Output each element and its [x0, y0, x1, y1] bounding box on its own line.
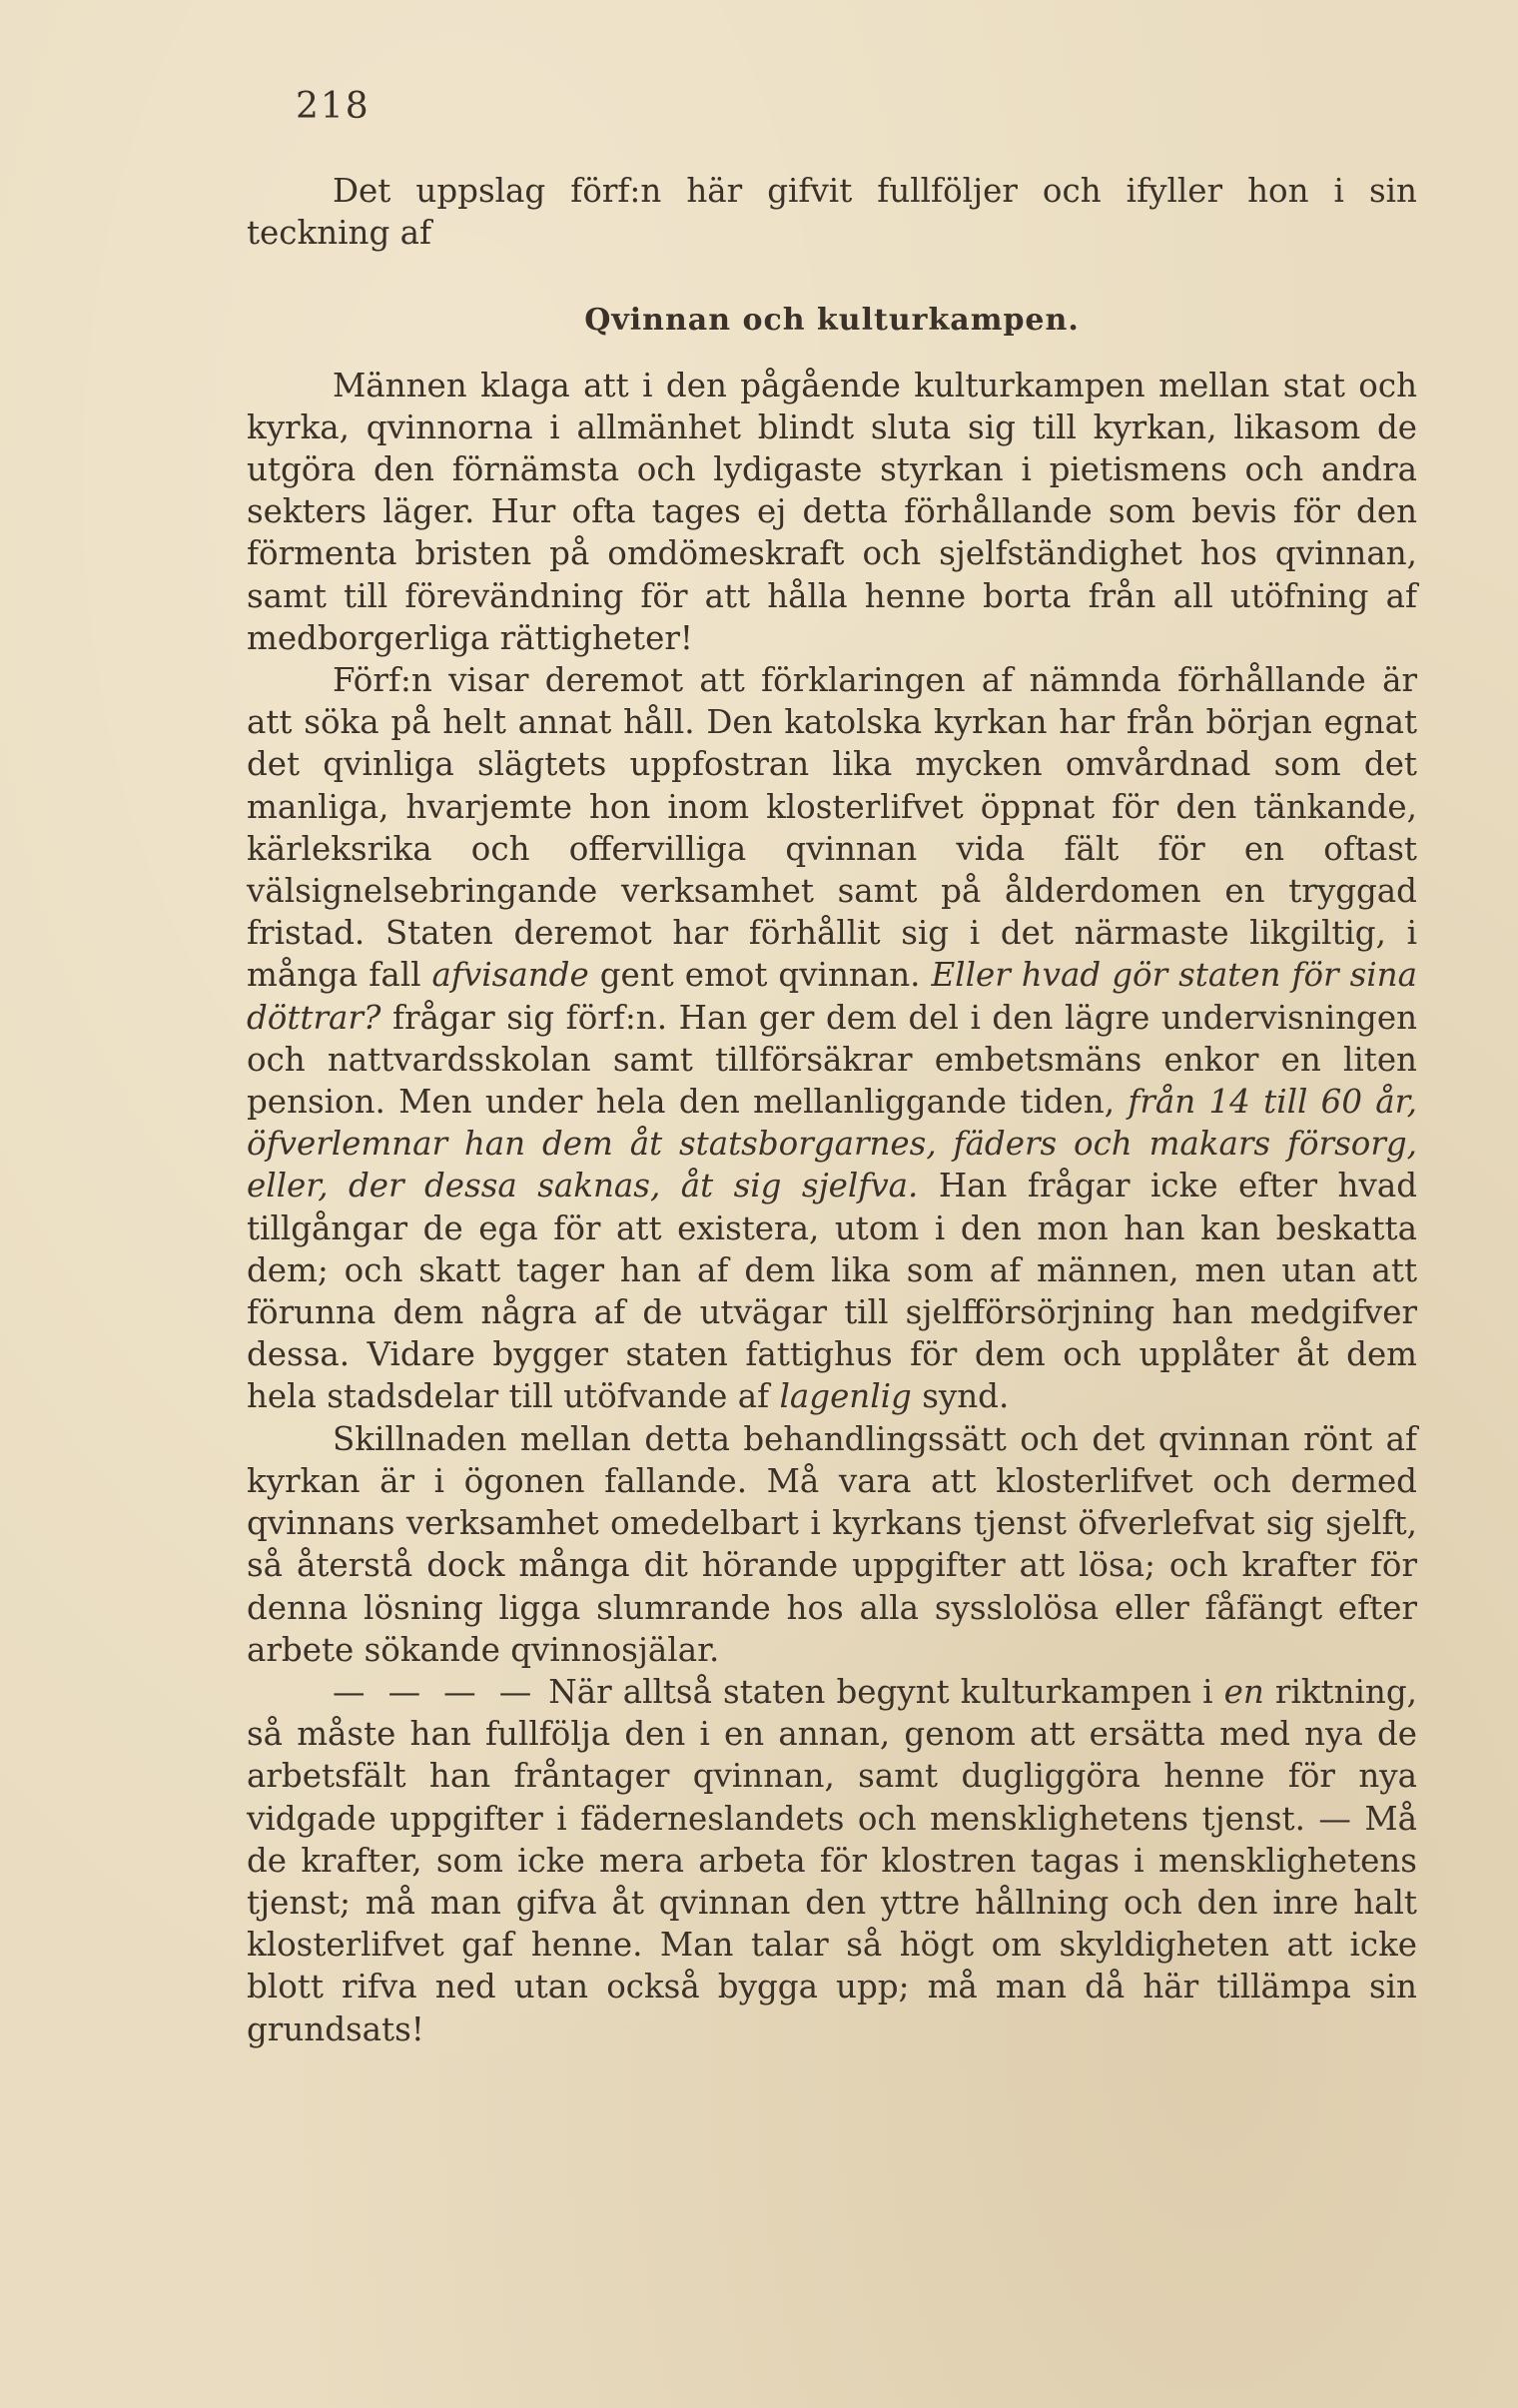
paragraph-2-text-1: Förf:n visar deremot att förklaringen af nämnda förhållande är att söka på helt annat håll. Den katolska kyrkan har från början egnat det qvinliga slägtets uppfostran lika mycken omvårdnad som det manliga, hvarjemte hon inom klosterlifvet öppnat för den tänkande, kärleksrika och offervilliga qvinnan vida fält för en oftast välsignelsebringande verksamhet samt på ålderdomen en tryggad fristad. Staten deremot har förhållit sig i det närmaste likgiltig, i många fall [247, 661, 1417, 995]
paragraph-4-dashes: — — — — [333, 1672, 538, 1711]
paragraph-4-text-1: När alltså staten begynt kulturkampen i [548, 1672, 1213, 1711]
paragraph-2-italic-2: Eller hvad gör staten för sina döttrar? [247, 956, 1417, 1037]
intro-paragraph: Det uppslag förf:n här gifvit fullföljer och ifyller hon i sin teckning af [247, 172, 1417, 253]
paragraph-2-italic-1: afvisande [431, 956, 589, 995]
page-number: 218 [296, 86, 371, 127]
paragraph-2-text-4: Han frågar icke efter hvad tillgångar de ega för att existera, utom i den mon han kan beskatta dem; och skatt tager han af dem lika som af männen, men utan att förunna dem några af de utvägar till sjelfförsörjning han medgifver dessa. Vidare bygger staten fattighus för dem och upplåter åt dem hela stadsdelar till utöfvande af [247, 1167, 1417, 1416]
paragraph-2-text-3: frågar sig förf:n. Han ger dem del i den lägre undervisningen och nattvardsskolan samt tillförsäkrar embetsmäns enkor en liten pension. Men under hela den mellanliggande tiden, [247, 998, 1417, 1122]
paragraph-2-text-5: synd. [922, 1377, 1010, 1416]
section-heading: Qvinnan och kulturkampen. [584, 303, 1080, 339]
body-text [247, 170, 1417, 2050]
paragraph-2-italic-3: från 14 till 60 år, öfverlemnar han dem åt statsborgarnes, fäders och makars försorg, eller, der dessa saknas, åt sig sjelfva. [247, 1083, 1417, 1205]
paragraph-4-italic-1: en [1223, 1672, 1264, 1711]
paragraph-2-text-2: gent emot qvinnan. [599, 956, 921, 995]
paragraph-2-italic-4: lagenlig [779, 1377, 912, 1416]
paragraph-2 [247, 659, 1417, 1418]
paragraph-3: Skillnaden mellan detta behandlingssätt och det qvinnan rönt af kyrkan är i ögonen fallande. Må vara att klosterlifvet och dermed qvinnans verksamhet omedelbart i kyrkans tjenst öfverlefvat sig sjelft, så återstå dock många dit hörande uppgifter att lösa; och krafter för denna lösning ligga slumrande hos alla sysslolösa eller fåfängt efter arbete sökande qvinnosjälar. [247, 1419, 1417, 1669]
paragraph-1: Männen klaga att i den pågående kulturkampen mellan stat och kyrka, qvinnorna i allmänhet blindt sluta sig till kyrkan, likasom de utgöra den förnämsta och lydigaste styrkan i pietismens och andra sekters läger. Hur ofta tages ej detta förhållande som bevis för den förmenta bristen på omdömeskraft och sjelfständighet hos qvinnan, samt till förevändning för att hålla henne borta från all utöfning af medborgerliga rättigheter! [247, 366, 1417, 657]
paragraph-4-text-2: riktning, så måste han fullfölja den i en annan, genom att ersätta med nya de arbetsfält han fråntager qvinnan, samt dugliggöra henne för nya vidgade uppgifter i fäderneslandets och mensklighetens tjenst. — Må de krafter, som icke mera arbeta för klostren tagas i mensklighetens tjenst; må man gifva åt qvinnan den yttre hållning och den inre halt klosterlifvet gaf henne. Man talar så högt om skyldigheten att icke blott rifva ned utan också bygga upp; må man då här tillämpa sin grundsats! [247, 1672, 1417, 2048]
paragraph-4 [247, 1671, 1417, 2050]
